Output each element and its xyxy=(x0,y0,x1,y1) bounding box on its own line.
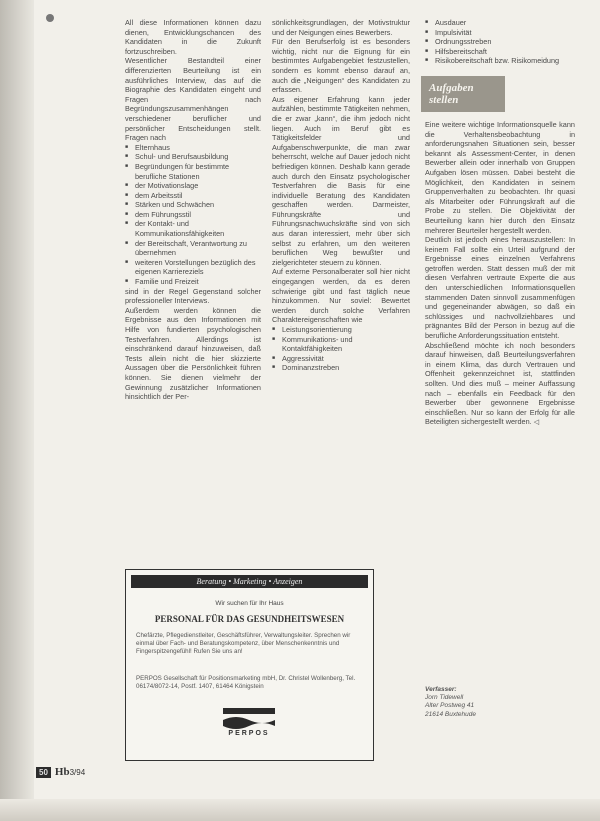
list-item: ■ der Motivationslage xyxy=(135,181,261,191)
list-item: ■ Ordnungsstreben xyxy=(435,37,575,47)
ad-header-bar: Beratung • Marketing • Anzeigen xyxy=(131,575,368,588)
text-column-3 xyxy=(425,18,575,428)
issue-number: 3/94 xyxy=(69,768,86,777)
list-item: ■ Begründungen für bestimmte berufliche Stationen xyxy=(135,162,261,181)
list-item: ■ Aggressivität xyxy=(282,354,410,364)
page-number: 50 xyxy=(36,767,51,778)
list-item: ■ der Kontakt- und Kommunikationsfähigkeiten xyxy=(135,219,261,238)
paragraph: sönlichkeitsgrundlagen, der Motivstruktur und der Neigungen eines Bewerbers. xyxy=(272,18,410,37)
list-item: ■ Familie und Freizeit xyxy=(135,277,261,287)
ad-subline: Wir suchen für Ihr Haus xyxy=(215,600,284,607)
perpos-logo-icon xyxy=(223,706,275,730)
list-item: ■ der Bereitschaft, Verantwortung zu übernehmen xyxy=(135,239,261,258)
paragraph: Für den Berufserfolg ist es besonders wichtig, nicht nur die Eignung für ein bestimmtes Aufgabengebiet festzustellen, sondern es kommt ebenso darauf an, auch die „Neigungen“ des Kandidaten zu erfassen. xyxy=(272,37,410,95)
author-box xyxy=(425,686,575,719)
list-item: ■ Impulsivität xyxy=(435,28,575,38)
page-bottom-shadow xyxy=(0,799,600,821)
list-item: ■ weiteren Vorstellungen bezüglich des eigenen Karriereziels xyxy=(135,258,261,277)
list-item: ■ Elternhaus xyxy=(135,143,261,153)
paragraph: Wesentlicher Bestandteil einer differenzierten Beurteilung ist ein ausführliches Interview, das auf die Biographie des Kandidaten eingeht und Fragen nach Begründungszusammenhängen verschiedener beruflicher und persönlicher Entscheidungen stellt. Fragen nach xyxy=(125,56,261,143)
advertisement-box xyxy=(125,569,374,761)
paragraph: sind in der Regel Gegenstand solcher professioneller Interviews. xyxy=(125,286,261,306)
list-item: ■ Kommunikations- und Kontaktfähigkeiten xyxy=(282,335,410,354)
paragraph: Aus eigener Erfahrung kann jeder aufzählen, bestimmte Tätigkeiten nehmen, die er zwar „kann“, die ihm jedoch nicht liegen. Auch im Beruf gibt es Tätigkeitsfelder und Aufgabenschwerpunkte, die man zwar beherrscht, welche auf Dauer jedoch nicht befriedigen können. Deshalb kann gerade auch durch den Einsatz psychologischer Testverfahren die Basis für eine individuelle Beratung des Kandidaten geschaffen werden. Darmeister, Führungskräfte und Führungsnachwuchskräfte sind von sich aus daran interessiert, mehr über sich selbst zu erfahren, um den weiteren beruflichen Weg bewußter und zielgerichteter steuern zu können. xyxy=(272,94,410,267)
paragraph: Deutlich ist jedoch eines herauszustellen: In keinem Fall sollte ein Urteil aufgrund der Ergebnisse eines einzelnen Verfahrens getroffen werden. Statt dessen muß der mit diesen Verfahren vertraute Experte die aus den unterschiedlichen Informationsquellen stammenden Daten sinnvoll zusammenfügen und gegeneinander abwägen, so daß ein schlüssiges und nachvollziehbares und prägnantes Bild der Person in bezug auf die berufliche Anforderungssituation entsteht. xyxy=(425,235,575,341)
punch-hole-mark xyxy=(46,14,54,22)
bullet-list xyxy=(425,18,575,66)
list-item: ■ Risikobereitschaft bzw. Risikomeidung xyxy=(435,56,575,66)
list-item: ■ Stärken und Schwächen xyxy=(135,200,261,210)
paragraph-text: Abschließend möchte ich noch besonders darauf hinweisen, daß Beurteilungsverfahren in einem Klima, das durch Vertrauen und Offenheit gekennzeichnet ist, stattfinden sollten. Und dies muß – meiner Auffassung nach – ebenfalls ein Feedback für den Bewerber über gewonnene Ergebnisse einschließen. Nur so kann der Erfolg für alle Beteiligten sichergestellt werden. xyxy=(425,340,575,427)
ad-contact-text: PERPOS Gesellschaft für Positionsmarketing mbH, Dr. Christel Wollenberg, Tel. 06174/8072-14, Postf. 1407, 61464 Königstein xyxy=(136,675,356,691)
paragraph: Eine weitere wichtige Informationsquelle kann die Verhaltensbeobachtung in anforderungsnahen Situationen sein, besser bekannt als Assessment-Center, in denen Bewerber allein oder innerhalb von Gruppen Aufgaben lösen müssen. Dabei besteht die Möglichkeit, den Kandidaten in seinem Gruppenverhalten zu beobachten. Ihr quasi als Mitarbeiter oder Führungskraft auf die Probe zu stellen. Die Objektivität der Beurteilung kann hier durch den Einsatz mehrerer Beurteiler hergestellt werden. xyxy=(425,119,575,235)
bullet-list xyxy=(125,143,261,287)
paragraph xyxy=(425,341,575,428)
ad-logo-wordmark: PERPOS xyxy=(228,730,270,737)
text-column-2 xyxy=(272,18,410,373)
author-name: Jorn Tidewell xyxy=(425,694,464,702)
bullet-list xyxy=(272,325,410,373)
list-item: ■ Hilfsbereitschaft xyxy=(435,47,575,57)
section-heading-line: stellen xyxy=(429,93,459,106)
list-item: ■ Leistungsorientierung xyxy=(282,325,410,335)
ad-title: PERSONAL FÜR DAS GESUNDHEITSWESEN xyxy=(154,614,345,624)
author-street: Alter Postweg 41 xyxy=(425,702,475,710)
list-item: ■ Schul- und Berufsausbildung xyxy=(135,152,261,162)
list-item: ■ Dominanzstreben xyxy=(282,363,410,373)
section-heading-line: Aufgaben xyxy=(429,81,474,94)
ad-body-text: Chefärzte, Pflegedienstleiter, Geschäftsführer, Verwaltungsleiter. Sprechen wir einmal über Fach- und Beratungskompetenz, über Menschenkenntnis und Fingerspitzengefühl! Rufen Sie uns an! xyxy=(136,632,351,656)
author-city: 21614 Buxtehude xyxy=(425,710,476,718)
paragraph: All diese Informationen können dazu dienen, Entwicklungschancen des Kandidaten in die Zukunft fortzuschreiben. xyxy=(125,18,261,56)
paragraph: Außerdem werden können die Ergebnisse aus den Informationen mit Hilfe von fundierten psychologischen Testverfahren. Allerdings ist einschränkend darauf hinzuweisen, daß Tests allein nicht die hier skizzierte Aussagen über die Persönlichkeit führen können. Sie dienen vielmehr der Gewinnung zusätzlicher Informationen hinsichtlich der Per- xyxy=(125,305,261,402)
list-item: ■ dem Führungsstil xyxy=(135,210,261,220)
text-column-1 xyxy=(125,18,261,402)
page-gutter-shadow xyxy=(0,0,34,821)
magazine-brand: Hb xyxy=(54,766,70,778)
paragraph: Auf externe Personalberater soll hier nicht eingegangen werden, da es deren schwierige gibt und fast täglich neue hinzukommen. Nur soviel: Bewertet werden durch solche Verfahren Charaktereigenschaften wie xyxy=(272,267,410,325)
author-label: Verfasser: xyxy=(425,686,457,693)
page-footer xyxy=(36,766,85,778)
list-item: ■ Ausdauer xyxy=(435,18,575,28)
end-of-article-icon: ◁ xyxy=(533,419,540,427)
list-item: ■ dem Arbeitsstil xyxy=(135,191,261,201)
section-heading xyxy=(421,76,505,112)
